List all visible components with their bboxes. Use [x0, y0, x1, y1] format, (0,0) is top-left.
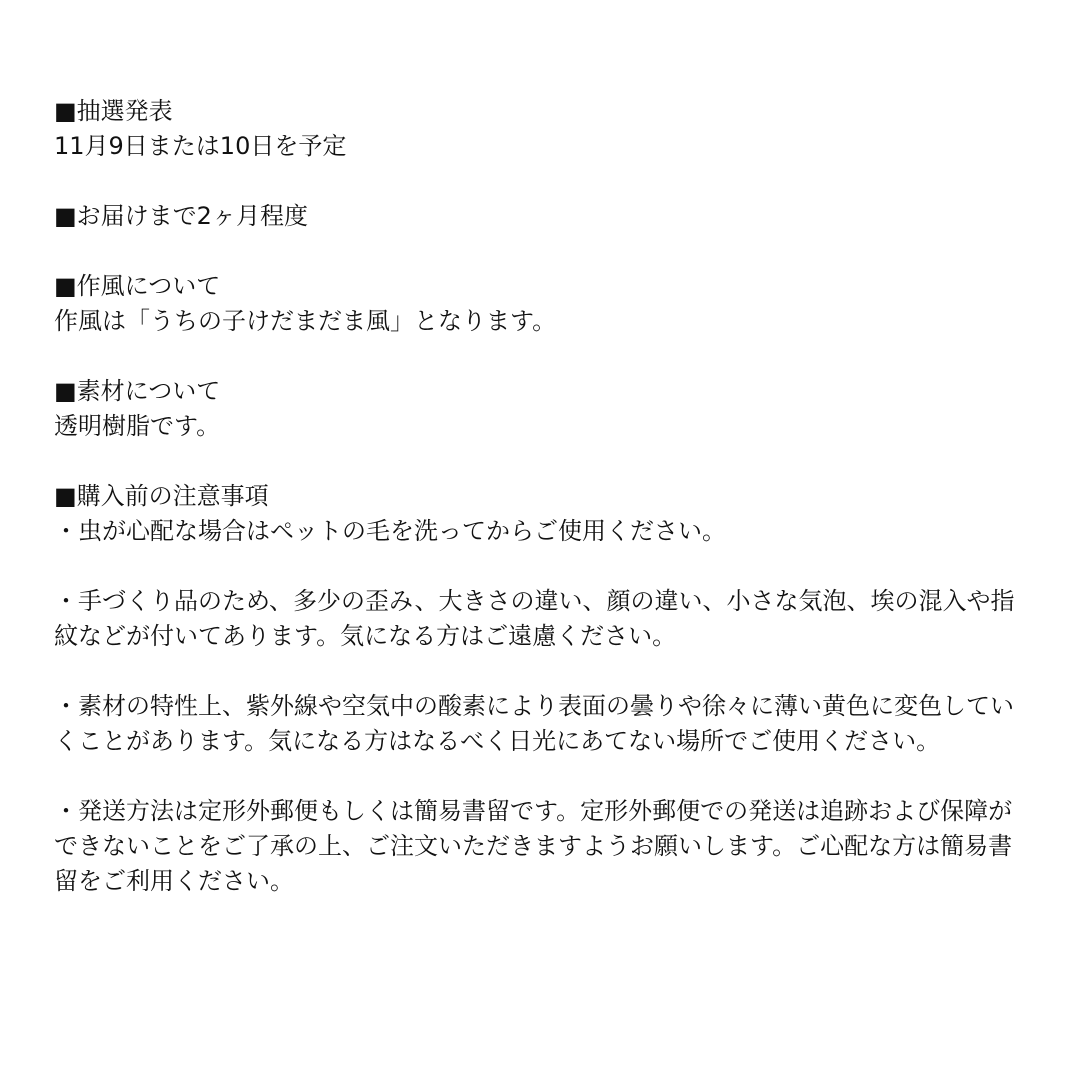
- section-notes: [54, 479, 1026, 899]
- style-text: 作風は「うちの子けだまだま風」となります。: [54, 307, 557, 335]
- note-item-discoloration: ・素材の特性上、紫外線や空気中の酸素により表面の曇りや徐々に薄い黄色に変色していくことがあります。気になる方はなるべく日光にあてない場所でご使用ください。: [54, 692, 1014, 755]
- material-text: 透明樹脂です。: [54, 412, 221, 440]
- material-heading: ■素材について: [54, 377, 221, 405]
- section-delivery: [54, 199, 1026, 234]
- note-item-insects: ・虫が心配な場合はペットの毛を洗ってからご使用ください。: [54, 517, 726, 545]
- notes-heading: ■購入前の注意事項: [54, 482, 269, 510]
- lottery-date-text: 11月9日または10日を予定: [54, 132, 347, 160]
- section-style: [54, 269, 1026, 339]
- section-lottery: [54, 94, 1026, 164]
- note-item-shipping: ・発送方法は定形外郵便もしくは簡易書留です。定形外郵便での発送は追跡および保障ができないことをご了承の上、ご注文いただきますようお願いします。ご心配な方は簡易書留をご利用ください。: [54, 797, 1013, 895]
- delivery-heading: ■お届けまで2ヶ月程度: [54, 202, 308, 230]
- document-body: [54, 94, 1026, 934]
- lottery-heading: ■抽選発表: [54, 97, 173, 125]
- style-heading: ■作風について: [54, 272, 221, 300]
- section-material: [54, 374, 1026, 444]
- note-item-handmade: ・手づくり品のため、多少の歪み、大きさの違い、顔の違い、小さな気泡、埃の混入や指紋などが付いてあります。気になる方はご遠慮ください。: [54, 587, 1015, 650]
